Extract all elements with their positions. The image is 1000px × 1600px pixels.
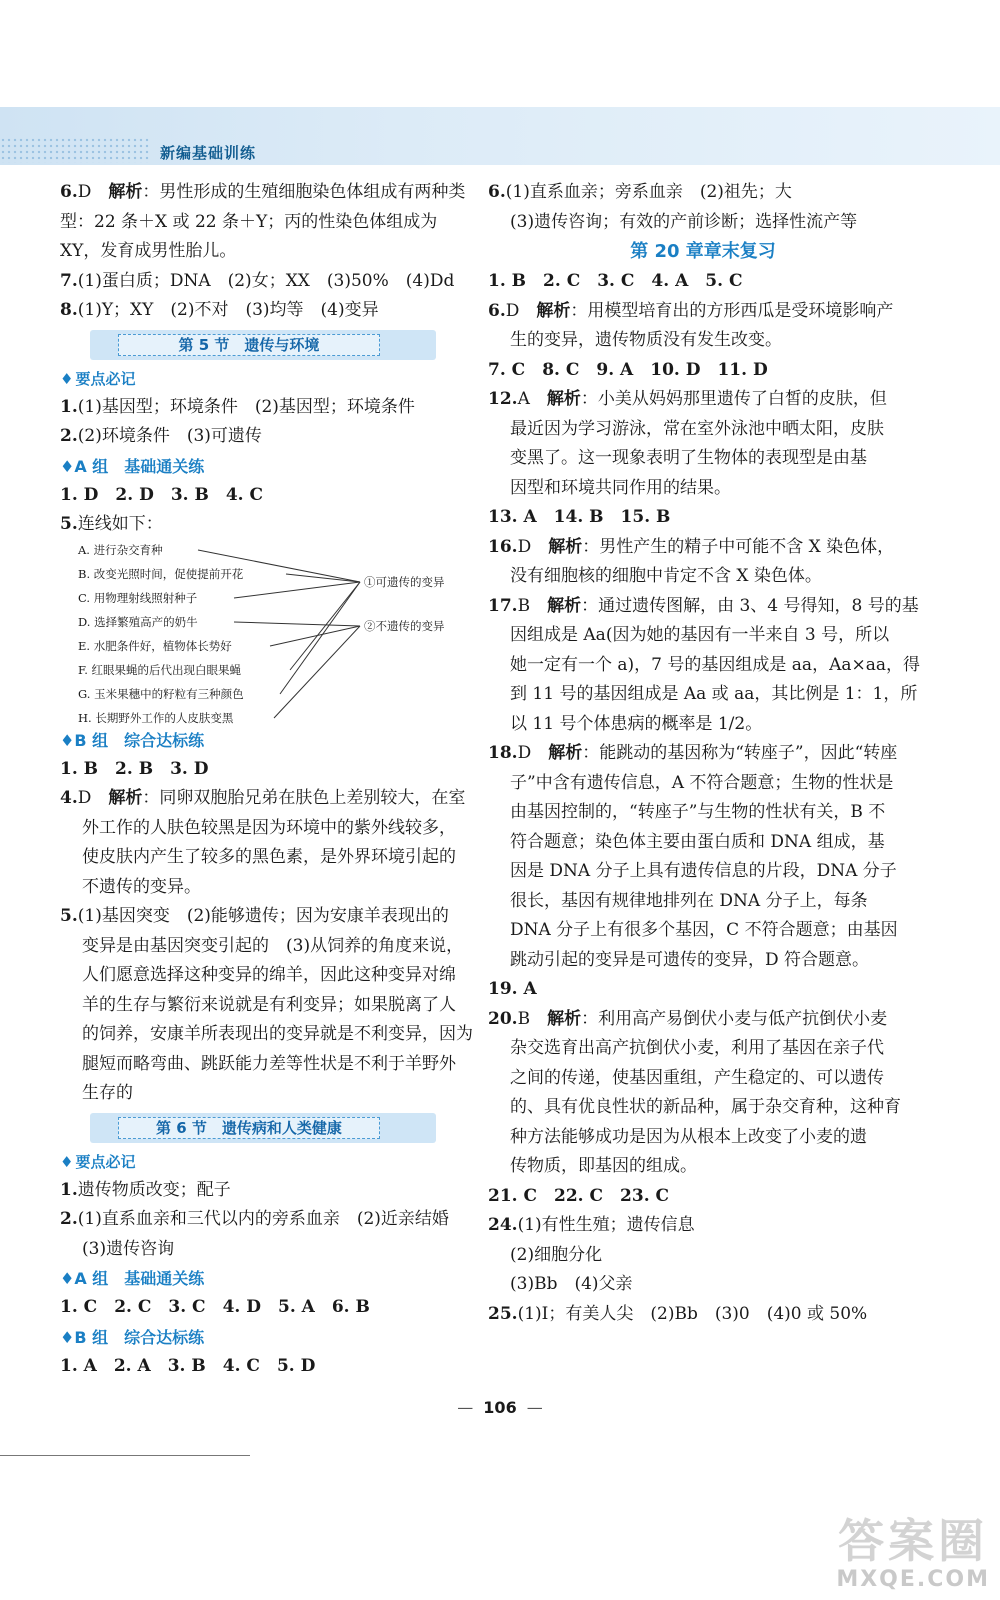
answer-5b-cont: 变异是由基因突变引起的 (3)从饲养的角度来说， xyxy=(82,935,464,956)
diamond-icon: ♦ xyxy=(60,1152,74,1171)
answer-5: 5.连线如下： xyxy=(60,514,163,534)
matching-item: D. 选择繁殖高产的奶牛 xyxy=(78,614,198,629)
watermark-logo-text: 答案圈 xyxy=(838,1514,989,1568)
answer-20-cont: 种方法能够成功是因为从根本上改变了小麦的遗 xyxy=(510,1126,867,1147)
diamond-icon: ♦ xyxy=(60,456,75,476)
answer-5b-cont: 腿短而略弯曲、跳跃能力差等性状是不利于羊野外 xyxy=(82,1053,456,1074)
matching-item: F. 红眼果蝇的后代出现白眼果蝇 xyxy=(78,662,241,677)
book-title: 新编基础训练 xyxy=(160,144,257,162)
matching-item: H. 长期野外工作的人皮肤变黑 xyxy=(78,710,234,725)
answer-18-cont: 跳动引起的变异是可遗传的变异，D 符合题意。 xyxy=(510,949,870,970)
key-points-tag: ♦ 要点必记 xyxy=(60,1152,136,1171)
answer-20: 20.B 解析：利用高产易倒伏小麦与低产抗倒伏小麦 xyxy=(488,1008,888,1029)
answer-20-cont: 传物质，即基因的组成。 xyxy=(510,1156,697,1176)
answer-17-cont: 以 11 号个体患病的概率是 1/2。 xyxy=(510,713,763,734)
answer-20-cont: 之间的传递，使基因重组，产生稳定的、可以遗传 xyxy=(510,1067,884,1088)
group-b-heading: ♦B 组 综合达标练 xyxy=(60,730,205,750)
section-banner xyxy=(90,330,436,360)
answer-2-cont: (3)遗传咨询 xyxy=(82,1238,175,1259)
answer-18-cont: DNA 分子上有很多个基因，C 不符合题意；由基因 xyxy=(510,920,898,940)
left-column xyxy=(60,178,473,1381)
answer-24-cont: (3)Bb (4)父亲 xyxy=(510,1274,633,1294)
answer-17: 17.B 解析：通过遗传图解，由 3、4 号得知，8 号的基 xyxy=(488,595,919,616)
answer-17-cont: 她一定有一个 a)，7 号的基因组成是 aa，Aa×aa，得 xyxy=(510,654,920,675)
answer-line: 13. A 14. B 15. B xyxy=(488,507,671,527)
answer-18-cont: 由基因控制的，“转座子”与生物的性状有关，B 不 xyxy=(510,802,886,822)
answer-18: 18.D 解析：能跳动的基因称为“转座子”，因此“转座 xyxy=(488,743,898,763)
answer-line: 21. C 22. C 23. C xyxy=(488,1185,670,1206)
answer-17-cont: 因组成是 Aa(因为她的基因有一半来自 3 号，所以 xyxy=(510,625,890,645)
answer-4-cont: 使皮肤内产生了较多的黑色素，是外界环境引起的 xyxy=(82,847,456,867)
matching-item: E. 水肥条件好，植物体长势好 xyxy=(78,638,232,653)
answer-19: 19. A xyxy=(488,979,537,999)
answer-6-cont: 型：22 条＋X 或 22 条＋Y；丙的性染色体组成为 xyxy=(60,211,438,232)
answer-5b-cont: 的饲养，安康羊所表现出的变异就是不利变异，因为 xyxy=(82,1024,473,1044)
answer-1: 1.遗传物质改变；配子 xyxy=(60,1179,231,1200)
watermark xyxy=(836,1505,990,1592)
matching-item: C. 用物理射线照射种子 xyxy=(78,590,198,605)
matching-item: A. 进行杂交育种 xyxy=(78,542,163,557)
diamond-icon: ♦ xyxy=(60,1269,75,1288)
answer-17-cont: 到 11 号的基因组成是 Aa 或 aa，其比例是 1：1，所 xyxy=(510,684,918,704)
answer-25: 25.(1)Ⅰ；有美人尖 (2)Bb (3)0 (4)0 或 50% xyxy=(488,1303,868,1324)
answer-2: 2.(2)环境条件 (3)可遗传 xyxy=(60,426,262,446)
answer-6: 6.(1)直系血亲；旁系血亲 (2)祖先；大 xyxy=(488,182,792,202)
answer-6-cont: (3)遗传咨询；有效的产前诊断；选择性流产等 xyxy=(510,211,858,232)
answer-12-cont: 最近因为学习游泳，常在室外泳池中晒太阳，皮肤 xyxy=(510,418,884,439)
answer-20-cont: 的、具有优良性状的新品种，属于杂交育种，这种育 xyxy=(510,1097,901,1117)
diamond-icon: ♦ xyxy=(60,1327,75,1347)
answer-6b: 6.D 解析：用模型培育出的方形西瓜是受环境影响产 xyxy=(488,300,894,321)
diamond-icon: ♦ xyxy=(60,730,75,750)
header-dot-pattern xyxy=(0,137,150,163)
answer-12-cont: 因型和环境共同作用的结果。 xyxy=(510,477,731,498)
answer-6-cont: XY，发育成男性胎儿。 xyxy=(60,241,237,261)
answer-20-cont: 杂交选育出高产抗倒伏小麦，利用了基因在亲子代 xyxy=(510,1038,884,1058)
answer-4-cont: 外工作的人肤色较黑是因为环境中的紫外线较多， xyxy=(82,817,456,838)
answer-6b-cont: 生的变异，遗传物质没有发生改变。 xyxy=(510,330,782,350)
chapter-review-title: 第 20 章章末复习 xyxy=(630,241,776,262)
answer-16: 16.D 解析：男性产生的精子中可能不含 X 染色体， xyxy=(488,536,895,557)
matching-target: ②不遗传的变异 xyxy=(364,618,445,633)
answer-text: (1)蛋白质；DNA (2)女；XX (3)50% (4)Dd xyxy=(77,270,455,291)
answer-1: 1.(1)基因型；环境条件 (2)基因型；环境条件 xyxy=(60,396,415,417)
answer-18-cont: 很长，基因有规律地排列在 DNA 分子上，每条 xyxy=(510,890,868,911)
answer-line: 1. B 2. C 3. C 4. A 5. C xyxy=(488,271,743,291)
key-points-tag: ♦ 要点必记 xyxy=(60,369,136,388)
answer-8 xyxy=(60,296,470,326)
answer-6 xyxy=(60,178,470,208)
answer-18-cont: 因是 DNA 分子上具有遗传信息的片段，DNA 分子 xyxy=(510,861,897,881)
group-a-heading: ♦A 组 基础通关练 xyxy=(60,456,205,476)
group-b-heading: ♦B 组 综合达标练 xyxy=(60,1327,205,1347)
header-band xyxy=(0,107,1000,165)
section-banner xyxy=(90,1113,436,1143)
answer-line: 1. D 2. D 3. B 4. C xyxy=(60,484,264,505)
answer-2: 2.(1)直系血亲和三代以内的旁系血亲 (2)近亲结婚 xyxy=(60,1209,449,1229)
answer-line: 1. B 2. B 3. D xyxy=(60,758,209,779)
answer-line: 1. A 2. A 3. B 4. C 5. D xyxy=(60,1355,316,1376)
group-a-heading: ♦A 组 基础通关练 xyxy=(60,1269,205,1288)
section-title: 第 5 节 遗传与环境 xyxy=(118,334,380,356)
question-number: 6. xyxy=(60,182,78,202)
question-number: 7. xyxy=(60,270,78,291)
answer-24-cont: (2)细胞分化 xyxy=(510,1244,603,1265)
answer-choice: D xyxy=(77,182,92,202)
answer-5b-cont: 人们愿意选择这种变异的绵羊，因此这种变异对绵 xyxy=(82,965,456,985)
diamond-icon: ♦ xyxy=(60,369,74,388)
page-number: — 106 — xyxy=(457,1398,543,1417)
answer-16-cont: 没有细胞核的细胞中肯定不含 X 染色体。 xyxy=(510,566,822,586)
matching-item: G. 玉米果穗中的籽粒有三种颜色 xyxy=(78,686,244,701)
answer-5b: 5.(1)基因突变 (2)能够遗传；因为安康羊表现出的 xyxy=(60,906,449,926)
answer-7 xyxy=(60,267,470,297)
question-number: 8. xyxy=(60,300,78,320)
footer-rule xyxy=(0,1455,250,1456)
answer-24: 24.(1)有性生殖；遗传信息 xyxy=(488,1215,695,1235)
matching-target: ①可遗传的变异 xyxy=(364,574,445,589)
watermark-url: MXQE.COM xyxy=(836,1567,990,1592)
answer-4-cont: 不遗传的变异。 xyxy=(82,876,201,897)
answer-18-cont: 符合题意；染色体主要由蛋白质和 DNA 组成，基 xyxy=(510,831,885,852)
answer-12: 12.A 解析：小美从妈妈那里遗传了白皙的皮肤，但 xyxy=(488,389,887,409)
answer-4: 4.D 解析：同卵双胞胎兄弟在肤色上差别较大，在室 xyxy=(60,788,466,808)
answer-12-cont: 变黑了。这一现象表明了生物体的表现型是由基 xyxy=(510,448,867,468)
answer-line: 7. C 8. C 9. A 10. D 11. D xyxy=(488,359,768,380)
right-column xyxy=(488,178,918,1329)
answer-line: 1. C 2. C 3. C 4. D 5. A 6. B xyxy=(60,1297,370,1317)
answer-5b-cont: 生存的 xyxy=(82,1083,133,1103)
matching-diagram xyxy=(78,540,470,726)
answer-text: (1)Y；XY (2)不对 (3)均等 (4)变异 xyxy=(77,300,379,320)
section-title: 第 6 节 遗传病和人类健康 xyxy=(118,1117,380,1139)
analysis-text: ：男性形成的生殖细胞染色体组成有两种类 xyxy=(142,182,466,202)
answer-18-cont: 子”中含有遗传信息，A 不符合题意；生物的性状是 xyxy=(510,772,894,793)
analysis-label: 解析 xyxy=(108,182,143,202)
answer-5b-cont: 羊的生存与繁衍来说就是有利变异；如果脱离了人 xyxy=(82,994,456,1015)
matching-item: B. 改变光照时间，促使提前开花 xyxy=(78,566,244,581)
